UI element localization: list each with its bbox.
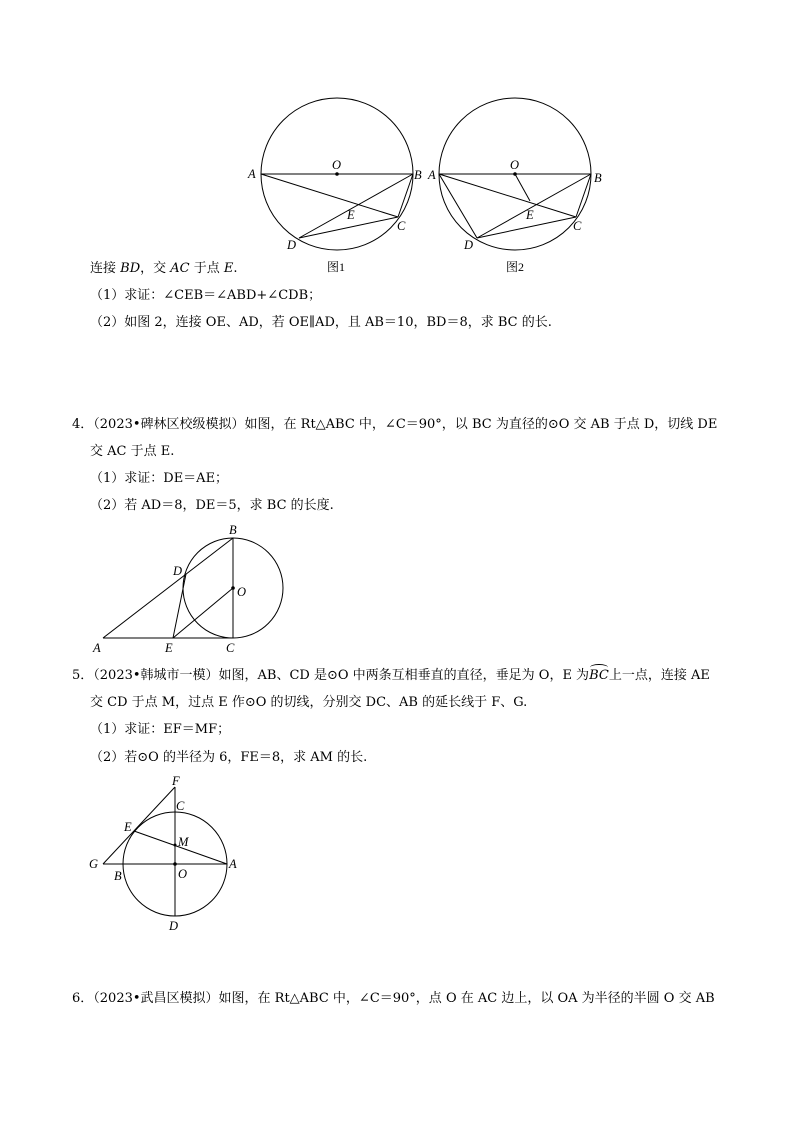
q4-label-c: C — [226, 641, 235, 655]
fig1-label-c: C — [397, 219, 406, 233]
fig1-caption: 图1 — [327, 260, 346, 274]
fig2-label-o: O — [510, 158, 520, 172]
q4-stem-line-2: 交 AC 于点 E. — [90, 444, 175, 459]
q5-part-1: （1）求证：EF＝MF； — [90, 722, 231, 737]
fig1-label-d: D — [287, 238, 297, 252]
q3-part-1: （1）求证：∠CEB＝∠ABD+∠CDB； — [90, 288, 322, 303]
q5-arc-bc: BC — [589, 668, 609, 683]
q3-intro-ac: AC — [170, 261, 190, 276]
q3-intro-mid: ，交 — [140, 261, 171, 276]
q5-label-o: O — [178, 867, 188, 881]
q5-label-e: E — [124, 820, 132, 834]
q5-stem-part-a: 5．（2023•韩城市一模）如图，AB、CD 是⊙O 中两条互相垂直的直径，垂足为 O，E 为 — [72, 668, 590, 683]
fig1-label-a: A — [248, 167, 256, 181]
q5-label-g: G — [89, 857, 99, 871]
q3-intro-post: 于点 — [189, 261, 224, 276]
q5-part-2: （2）若⊙O 的半径为 6，FE＝8，求 AM 的长. — [90, 750, 368, 765]
q3-part-2: （2）如图 2，连接 OE、AD，若 OE∥AD，且 AB＝10，BD＝8，求 BC 的长. — [90, 315, 552, 330]
q4-label-o: O — [237, 585, 247, 599]
q4-label-b: B — [229, 523, 237, 537]
fig2-caption: 图2 — [506, 260, 525, 274]
q4-label-e: E — [165, 641, 173, 655]
q5-label-m: M — [178, 835, 189, 849]
q4-label-a: A — [93, 641, 101, 655]
fig2-label-d: D — [464, 238, 474, 252]
fig2-label-a: A — [428, 168, 436, 182]
fig2-label-e: E — [526, 208, 534, 222]
fig1-label-e: E — [347, 208, 355, 222]
q5-label-c: C — [176, 799, 185, 813]
q3-intro-bd: BD — [120, 261, 141, 276]
q5-label-a: A — [229, 857, 237, 871]
q3-intro-end: . — [233, 261, 238, 276]
q3-intro-pre: 连接 — [90, 261, 121, 276]
q4-part-1: （1）求证：DE＝AE； — [90, 471, 229, 486]
q5-label-f: F — [172, 774, 180, 788]
q5-stem-part-b: 上一点，连接 AE — [608, 668, 710, 683]
q4-label-d: D — [173, 564, 183, 578]
q6-stem-line-1: 6．（2023•武昌区模拟）如图，在 Rt△ABC 中，∠C＝90°，点 O 在 AC 边上，以 OA 为半径的半圆 O 交 AB — [72, 991, 715, 1006]
fig1-label-b: B — [414, 168, 422, 182]
fig2-label-b: B — [594, 171, 602, 185]
q5-stem-line-2: 交 CD 于点 M，过点 E 作⊙O 的切线，分别交 DC、AB 的延长线于 F、G. — [90, 695, 528, 710]
q3-intro-e: E — [223, 261, 234, 276]
q5-label-b: B — [114, 869, 122, 883]
fig1-label-o: O — [332, 158, 342, 172]
q4-part-2: （2）若 AD＝8，DE＝5，求 BC 的长度. — [90, 498, 334, 513]
fig2-label-c: C — [573, 219, 582, 233]
q4-stem-line-1: 4．（2023•碑林区校级模拟）如图，在 Rt△ABC 中，∠C＝90°，以 BC 为直径的⊙O 交 AB 于点 D，切线 DE — [72, 417, 718, 432]
q5-label-d: D — [169, 919, 179, 933]
